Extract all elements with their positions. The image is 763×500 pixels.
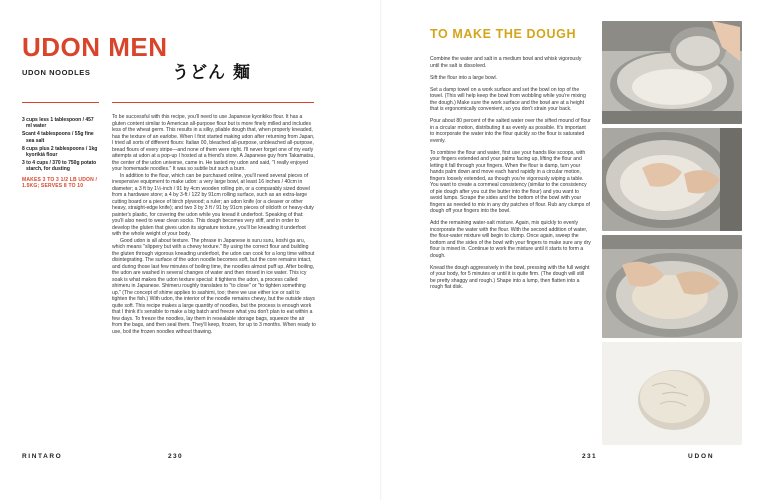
book-footer: UDON [688, 453, 715, 460]
yield-note: MAKES 3 TO 3 1/2 LB UDON / 1.5KG; SERVES 8 TO 10 [22, 176, 98, 190]
recipe-title: UDON MEN [22, 32, 168, 62]
intro-text [112, 114, 316, 335]
photo-mixing-flour [602, 128, 742, 231]
left-page [0, 0, 381, 500]
ingredient-item: 3 to 4 cups / 370 to 750g potato starch, for dusting [22, 160, 97, 173]
photo-kneading-dough [602, 235, 742, 338]
page-number: 231 [582, 453, 598, 460]
ingredient-item: 3 cups less 1 tablespoon / 457 ml water [22, 117, 94, 130]
book-footer: RINTARO [22, 453, 63, 460]
ingredients-rule [22, 102, 99, 103]
intro-paragraph: To be successful with this recipe, you'll need to use Japanese kyorikiko flour. It has a gluten content similar to American all-purpose flour but is more finely milled and includes less of the wheat germ. This results in a silky, pliable dough that, when properly kneaded, has the texture of an earlobe. When I first started making udon after returning from Japan, I tried all sorts of different flours: Italian 00, bleached all-purpose, unbleached all-purpose, bread flours of every stripe—and none of them were right. I'll never forget one of my early attempts at udon at a pop-up I hosted at a friend's store. A Japanese guy from Takamatsu, the center of the udon universe, came in. He tasted my udon and said, "I really enjoyed your homemade noodles." It was so subtle but such a burn. [112, 114, 315, 172]
ingredient-item: Scant 4 tablespoons / 55g fine sea salt [22, 131, 94, 144]
method-step: Combine the water and salt in a medium bowl and whisk vigorously until the salt is dissolved. [430, 56, 582, 69]
photo-dough-disk [602, 342, 742, 445]
recipe-subtitle: UDON NOODLES [22, 68, 91, 77]
photo-column [602, 21, 742, 449]
section-title: TO MAKE THE DOUGH [430, 27, 577, 41]
page-number: 230 [168, 453, 184, 460]
method-steps [430, 56, 591, 296]
intro-paragraph: Good udon is all about texture. The phrase in Japanese is suru suru, koshi ga aru, which means "slippery but with a chewy texture." By using the correct flour and building the gluten through vigorous kneading underfoot, the udon can cook for a long time without disintegrating. The surface of the udon noodle becomes soft, but the core remains intact, and during those last few minutes of boiling time, the noodles almost puff up. After boiling, the udon are washed in several changes of water and then rinsed in ice water. This icy soak is what makes the udon texture special: it tightens the udon, a process called shimeru in Japanese. Shimeru roughly translates to "to close" or "to tighten something up." (The concept of shime applies to sashimi, too; there we use either ice or salt to tighten the fish.) With udon, the interior of the noodle remains chewy, but the outside stays quite soft. This recipe makes a large quantity of noodles, but the process is enough work that I think it's sensible to make a big batch and freeze what you don't plan to eat within a few days. To freeze the noodles, lay them in resealable storage bags, squeeze the air from the bags, and then seal them. They'll keep, frozen, for up to 3 months. When ready to use, boil the frozen noodles without thawing. [112, 237, 316, 335]
method-step: To combine the flour and water, first use your hands like scoops, with your fingers extended and your palms facing up, lifting the flour and letting it fall through your fingers. When the flour is damp, turn your hands palm down and move each hand rapidly in a circular motion, fingers loosely extended, as though you're vigorously wiping a table. You want to create a cornmeal consistency (similar to the consistency of pie dough after you cut the butter into the flour) and you want to avoid lumps. Scrape the sides and the bottom of the bowl with your fingers as needed to mix in any dry patches of flour. Rub any clumps of dough off your fingers into the bowl. [430, 149, 590, 214]
ingredient-item: 8 cups plus 2 tablespoons / 1kg kyorikiá flour [22, 145, 98, 159]
method-step: Add the remaining water-salt mixture. Again, mix quickly to evenly incorporate the water with the flour. With the second addition of water, the flour-water mixture will begin to clump. Once again, sweep the bottom and the sides of the bowl with your fingers to make sure any dry flour is mixed in. Continue to work the mixture until it starts to form a dough. [430, 220, 591, 259]
method-step: Pour about 80 percent of the salted water over the sifted mound of flour in a circular motion, distributing it as evenly as possible. It's important to incorporate the water into the flour quickly so the flour is saturated evenly. [430, 118, 591, 144]
method-step: Sift the flour into a large bowl. [430, 74, 498, 81]
photo-sifting-flour [602, 21, 742, 124]
right-page [382, 0, 763, 500]
body-rule [112, 102, 314, 103]
ingredients-list [22, 117, 100, 189]
japanese-title: うどん 麺 [172, 63, 251, 83]
intro-paragraph: In addition to the flour, which can be purchased online, you'll need several pieces of inexpensive equipment to make udon: a very large bowl, at least 16 inches / 40cm in diameter; a 3 ft by 1½-inch / 91 by 4cm wooden rolling pin, or a comparably sized dowel from a hardware store; a 4 by 3-ft / 122 by 91cm rolling surface, such as an extra-large cutting board or a piece of birch plywood; a ruler; an udon knife (or a cleaver or other heavy, straight-edge knife); and two 3 by 3 ft / 91 by 91cm pieces of oilcloth or heavy-duty painter's plastic, for covering the udon while you knead it underfoot. Speaking of that: you'll also need to wear clean socks. This dough becomes very stiff, and in order to develop the gluten that gives udon its signature texture, you'll be kneading it underfoot with the whole weight of your body. [112, 172, 314, 237]
method-step: Knead the dough aggressively in the bowl, pressing with the full weight of your body, for 5 minutes or until it is quite firm. (The dough will still be pretty shaggy and rough.) Shape into a lump, then flatten into a rough flat disk. [430, 264, 590, 290]
method-step: Set a damp towel on a work surface and set the bowl on top of the towel. (This will help keep the bowl from wobbling while you're mixing the dough.) Make sure the work surface and the bowl are at a height that is ergonomically convenient, so you don't strain your back. [430, 86, 586, 112]
